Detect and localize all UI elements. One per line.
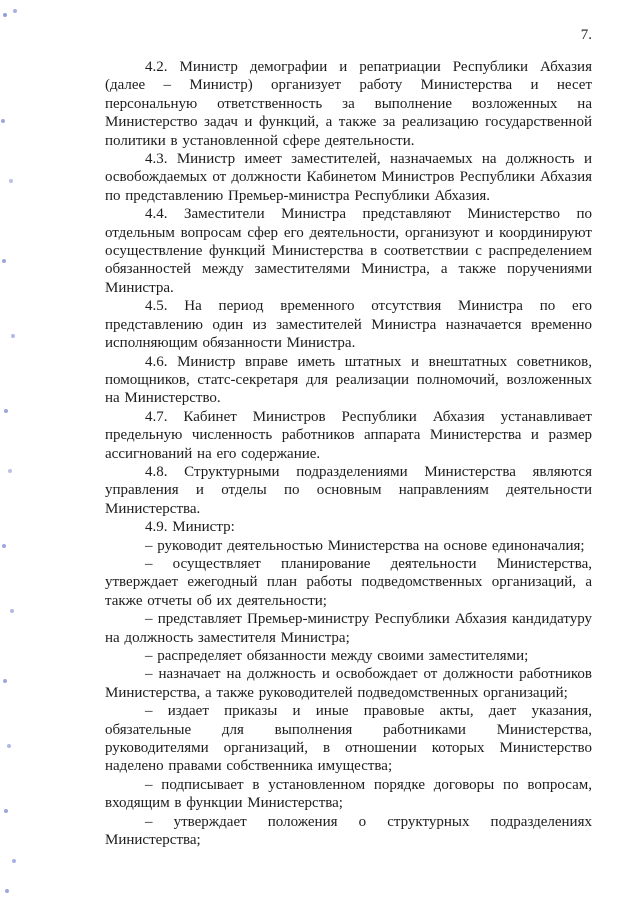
- list-item-dash-4: – распределяет обязанности между своими заместителями;: [145, 648, 529, 664]
- paragraph-4-2: 4.2. Министр демографии и репатриации Республики Абхазия (далее – Министр) организует работу Министерства и несет персональную ответственность за выполнение возложенных на Министерство задач и функций, а также за реализацию государственной политики в установленной сфере деятельности.: [105, 59, 592, 149]
- list-item-dash-1: – руководит деятельностью Министерства на основе единоначалия;: [145, 537, 585, 554]
- paragraph-4-3: 4.3. Министр имеет заместителей, назначаемых на должность и освобождаемых от должности Кабинетом Министров Республики Абхазия по представлению Премьер-министра Республики Абхазия.: [105, 151, 592, 204]
- paragraph-4-4: 4.4. Заместители Министра представляют Министерство по отдельным вопросам сфер его деятельности, организуют и координируют осуществление функций Министерства в соответствии с распределением обязанностей между заместителями Министра, а также поручениями Министра.: [105, 206, 592, 296]
- list-item-dash-6: – издает приказы и иные правовые акты, дает указания, обязательные для выполнения работниками Министерства, руководителями организаций, в отношении которых Министерство наделено правами собственника имущества;: [105, 703, 592, 775]
- list-item-dash-2: – осуществляет планирование деятельности Министерства, утверждает ежегодный план работы подведомственных организаций, а также отчеты об их деятельности;: [105, 555, 592, 609]
- paragraph-4-5: 4.5. На период временного отсутствия Министра по его представлению один из заместителей Министра назначается временно исполняющим обязанности Министра.: [105, 298, 592, 352]
- list-item-dash-8: – утверждает положения о структурных подразделениях Министерства;: [105, 813, 592, 849]
- list-item-dash-5: – назначает на должность и освобождает от должности работников Министерства, а также руководителей подведомственных организаций;: [105, 666, 592, 701]
- paragraph-4-6: 4.6. Министр вправе иметь штатных и внештатных советников, помощников, статс-секретаря для реализации полномочий, возложенных на Министерство.: [105, 353, 592, 407]
- document-body: [105, 58, 592, 849]
- paragraph-4-9: 4.9. Министр:: [145, 519, 235, 536]
- page-number: 7.: [580, 27, 592, 43]
- list-item-dash-7: – подписывает в установленном порядке договоры по вопросам, входящим в функции Министерства;: [105, 776, 592, 812]
- paragraph-4-8: 4.8. Структурными подразделениями Министерства являются управления и отделы по основным направлениям деятельности Министерства.: [105, 463, 592, 517]
- list-item-dash-3: – представляет Премьер-министру Республики Абхазия кандидатуру на должность заместителя Министра;: [105, 611, 592, 646]
- paragraph-4-7: 4.7. Кабинет Министров Республики Абхазия устанавливает предельную численность работников аппарата Министерства и размер ассигнований на его содержание.: [105, 408, 592, 462]
